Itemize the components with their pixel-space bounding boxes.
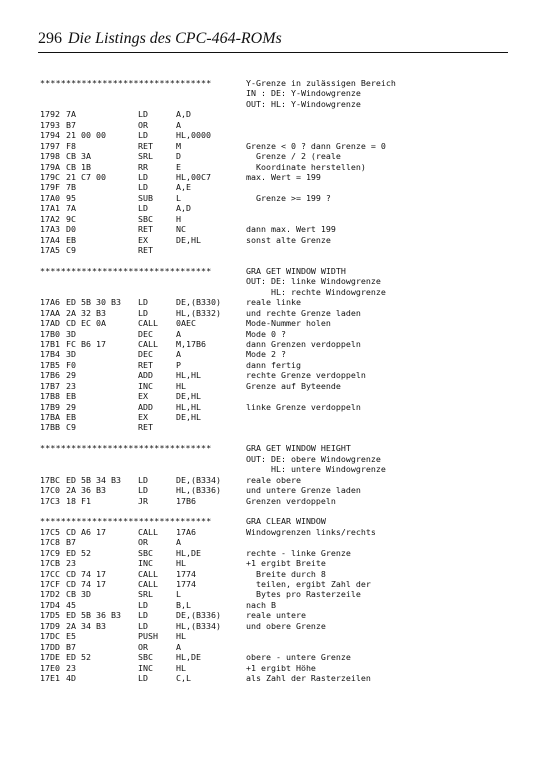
comment: obere - untere Grenze [246,652,351,663]
section-header-line [40,78,510,88]
page-number: 296 [38,30,62,47]
separator-stars: ********************************* [40,265,212,276]
comment-line [40,454,510,464]
opcode-bytes: C9 [66,245,76,255]
code-line [40,151,510,161]
address: 17A4 [40,234,60,245]
comment: Bytes pro Rasterzeile [246,589,361,600]
comment: und rechte Grenze laden [246,307,361,318]
separator-stars: ********************************* [40,516,212,527]
comment-line [40,88,510,98]
mnemonic: OR [138,119,148,130]
code-line [40,203,510,213]
opcode-bytes: 29 [66,401,76,412]
operand: H [176,213,181,224]
opcode-bytes: CB 3A [66,151,91,162]
operand: A,D [176,109,191,120]
operand: A [176,349,181,360]
code-line [40,475,510,485]
address: 1798 [40,151,60,162]
address: 17B5 [40,359,60,370]
code-line [40,600,510,610]
mnemonic: SBC [138,547,153,558]
operand: 17A6 [176,526,196,537]
code-line [40,245,510,255]
comment: rechte Grenze verdoppeln [246,370,366,381]
address: 17D5 [40,610,60,621]
comment: +1 ergibt Höhe [246,662,316,673]
comment: OUT: DE: obere Windowgrenze [246,453,381,464]
operand: HL,0000 [176,130,211,141]
address: 17A2 [40,213,60,224]
code-line [40,297,510,307]
operand: C,L [176,672,191,683]
opcode-bytes: 9C [66,213,76,224]
operand: D [176,151,181,162]
comment: reale untere [246,610,306,621]
opcode-bytes: CD 74 17 [66,579,106,589]
comment: reale obere [246,474,301,485]
address: 1793 [40,119,60,130]
comment: Mode 0 ? [246,328,286,339]
opcode-bytes: 21 C7 00 [66,171,106,182]
comment: OUT: DE: linke Windowgrenze [246,276,381,287]
mnemonic: PUSH [138,631,158,642]
address: 17E0 [40,662,60,673]
opcode-bytes: ED 5B 36 B3 [66,610,121,621]
address: 17B8 [40,391,60,402]
opcode-bytes: 23 [66,662,76,673]
code-line [40,496,510,506]
blank-line [40,433,510,443]
code-line [40,235,510,245]
code-line [40,318,510,328]
operand: HL,(B334) [176,620,221,631]
mnemonic: CALL [138,526,158,537]
opcode-bytes: 18 F1 [66,495,91,506]
comment: Mode-Nummer holen [246,318,331,329]
section-title: GRA CLEAR WINDOW [246,516,326,527]
comment: teilen, ergibt Zahl der [246,579,371,589]
operand: HL,DE [176,652,201,663]
mnemonic: CALL [138,568,158,579]
comment: Grenze / 2 (reale [246,151,341,162]
section-header-line [40,516,510,526]
code-line [40,642,510,652]
mnemonic: SRL [138,589,153,600]
opcode-bytes: F8 [66,140,76,151]
address: 179F [40,182,60,193]
blank-line [40,506,510,516]
code-line [40,391,510,401]
operand: A [176,537,181,548]
operand: HL [176,558,186,569]
comment: dann Grenzen verdoppeln [246,338,361,349]
mnemonic: LD [138,297,148,308]
mnemonic: CALL [138,338,158,349]
opcode-bytes: B7 [66,537,76,548]
address: 1794 [40,130,60,141]
comment: dann fertig [246,359,301,370]
comment-line [40,464,510,474]
comment: Grenze < 0 ? dann Grenze = 0 [246,140,386,151]
address: 17B9 [40,401,60,412]
code-line [40,370,510,380]
mnemonic: INC [138,380,153,391]
opcode-bytes: 2A 32 B3 [66,307,106,318]
comment: +1 ergibt Breite [246,558,326,569]
mnemonic: SBC [138,213,153,224]
operand: M,17B6 [176,338,206,349]
opcode-bytes: EB [66,234,76,245]
opcode-bytes: CB 3D [66,589,91,600]
opcode-bytes: 95 [66,192,76,203]
operand: DE,(B334) [176,474,221,485]
section-title: Y-Grenze in zulässigen Bereich [246,78,396,88]
comment: und untere Grenze laden [246,485,361,496]
comment: Grenzen verdoppeln [246,495,336,506]
opcode-bytes: 21 00 00 [66,130,106,141]
address: 17BC [40,474,60,485]
comment: Grenze auf Byteende [246,380,341,391]
code-line [40,109,510,119]
operand: DE,(B336) [176,610,221,621]
address: 17C3 [40,495,60,506]
opcode-bytes: B7 [66,641,76,652]
comment-line [40,287,510,297]
code-line [40,214,510,224]
header-rule [38,52,508,53]
mnemonic: EX [138,412,148,422]
mnemonic: OR [138,641,148,652]
operand: NC [176,224,186,235]
opcode-bytes: F0 [66,359,76,370]
operand: HL,00C7 [176,171,211,182]
comment: nach B [246,599,276,610]
code-line [40,485,510,495]
code-line [40,329,510,339]
operand: HL,HL [176,401,201,412]
operand: A,D [176,203,191,214]
mnemonic: LD [138,130,148,141]
operand: HL [176,380,186,391]
operand: HL,HL [176,370,201,381]
address: 17DC [40,631,60,642]
opcode-bytes: EB [66,391,76,402]
address: 179A [40,161,60,172]
comment: OUT: HL: Y-Windowgrenze [246,98,361,109]
operand: E [176,161,181,172]
address: 17AD [40,318,60,329]
opcode-bytes: 45 [66,599,76,610]
mnemonic: INC [138,662,153,673]
operand: DE,HL [176,391,201,402]
comment: als Zahl der Rasterzeilen [246,672,371,683]
mnemonic: JR [138,495,148,506]
address: 17D2 [40,589,60,600]
opcode-bytes: 23 [66,558,76,569]
address: 17DE [40,652,60,663]
comment: Mode 2 ? [246,349,286,360]
mnemonic: INC [138,558,153,569]
address: 17AA [40,307,60,318]
address: 17A0 [40,192,60,203]
address: 17C5 [40,526,60,537]
comment: reale linke [246,297,301,308]
code-line [40,381,510,391]
operand: A [176,328,181,339]
mnemonic: LD [138,182,148,193]
operand: HL [176,631,186,642]
mnemonic: LD [138,109,148,120]
mnemonic: LD [138,171,148,182]
opcode-bytes: CB 1B [66,161,91,172]
address: 17CB [40,558,60,569]
opcode-bytes: ED 5B 34 B3 [66,474,121,485]
code-line [40,193,510,203]
mnemonic: SBC [138,652,153,663]
address: 17BA [40,412,60,422]
code-line [40,141,510,151]
mnemonic: RET [138,422,153,433]
comment: dann max. Wert 199 [246,224,336,235]
opcode-bytes: E5 [66,631,76,642]
code-line [40,172,510,182]
operand: HL,(B332) [176,307,221,318]
opcode-bytes: 4D [66,672,76,683]
comment: und obere Grenze [246,620,326,631]
opcode-bytes: CD 74 17 [66,568,106,579]
code-line [40,339,510,349]
mnemonic: RET [138,245,153,255]
address: 17CF [40,579,60,589]
comment-line [40,276,510,286]
address: 17DD [40,641,60,652]
address: 17B1 [40,338,60,349]
address: 17C8 [40,537,60,548]
address: 17B4 [40,349,60,360]
code-line [40,548,510,558]
comment: linke Grenze verdoppeln [246,401,361,412]
mnemonic: RR [138,161,148,172]
mnemonic: LD [138,203,148,214]
code-line [40,224,510,234]
code-line [40,610,510,620]
mnemonic: CALL [138,318,158,329]
address: 17D4 [40,599,60,610]
section-title: GRA GET WINDOW WIDTH [246,265,346,276]
operand: L [176,192,181,203]
mnemonic: LD [138,672,148,683]
code-line [40,527,510,537]
comment: Grenze >= 199 ? [246,192,331,203]
mnemonic: LD [138,474,148,485]
code-line [40,349,510,359]
section-title: GRA GET WINDOW HEIGHT [246,443,351,454]
code-line [40,308,510,318]
code-line [40,422,510,432]
mnemonic: RET [138,224,153,235]
mnemonic: ADD [138,401,153,412]
operand: A [176,119,181,130]
code-line [40,120,510,130]
address: 17B7 [40,380,60,391]
address: 17E1 [40,672,60,683]
address: 1797 [40,140,60,151]
operand: 0AEC [176,318,196,329]
address: 17A1 [40,203,60,214]
address: 1792 [40,109,60,120]
address: 17D9 [40,620,60,631]
address: 17CC [40,568,60,579]
assembly-listing [40,78,510,683]
section-header-line [40,443,510,453]
address: 17C9 [40,547,60,558]
operand: B,L [176,599,191,610]
operand: DE,(B330) [176,297,221,308]
code-line [40,621,510,631]
operand: 1774 [176,579,196,589]
address: 179C [40,171,60,182]
code-line [40,537,510,547]
mnemonic: EX [138,391,148,402]
comment: sonst alte Grenze [246,234,331,245]
opcode-bytes: 3D [66,328,76,339]
mnemonic: LD [138,307,148,318]
opcode-bytes: D0 [66,224,76,235]
mnemonic: OR [138,537,148,548]
comment: Windowgrenzen links/rechts [246,526,376,537]
mnemonic: RET [138,140,153,151]
address: 17B0 [40,328,60,339]
mnemonic: DEC [138,328,153,339]
separator-stars: ********************************* [40,78,212,88]
code-line [40,558,510,568]
opcode-bytes: C9 [66,422,76,433]
operand: A [176,641,181,652]
mnemonic: RET [138,359,153,370]
address: 17B6 [40,370,60,381]
address: 17A5 [40,245,60,255]
mnemonic: SUB [138,192,153,203]
comment: Koordinate herstellen) [246,161,366,172]
code-line [40,663,510,673]
separator-stars: ********************************* [40,443,212,454]
comment-line [40,99,510,109]
operand: P [176,359,181,370]
opcode-bytes: ED 52 [66,652,91,663]
code-line [40,589,510,599]
opcode-bytes: 3D [66,349,76,360]
page-title: Die Listings des CPC-464-ROMs [68,30,282,47]
address: 17A3 [40,224,60,235]
operand: HL,(B336) [176,485,221,496]
mnemonic: CALL [138,579,158,589]
comment: HL: untere Windowgrenze [246,464,386,475]
opcode-bytes: CD EC 0A [66,318,106,329]
opcode-bytes: 2A 34 B3 [66,620,106,631]
opcode-bytes: 7A [66,109,76,120]
mnemonic: LD [138,610,148,621]
address: 17BB [40,422,60,433]
code-line [40,631,510,641]
comment: HL: rechte Windowgrenze [246,286,386,297]
code-line [40,673,510,683]
mnemonic: ADD [138,370,153,381]
code-line [40,412,510,422]
mnemonic: LD [138,620,148,631]
code-line [40,402,510,412]
operand: L [176,589,181,600]
address: 17C0 [40,485,60,496]
mnemonic: LD [138,485,148,496]
operand: 17B6 [176,495,196,506]
comment: max. Wert = 199 [246,171,321,182]
opcode-bytes: FC B6 17 [66,338,106,349]
comment: Breite durch 8 [246,568,326,579]
opcode-bytes: ED 52 [66,547,91,558]
comment: IN : DE: Y-Windowgrenze [246,88,361,99]
operand: HL,DE [176,547,201,558]
operand: HL [176,662,186,673]
code-line [40,162,510,172]
operand: 1774 [176,568,196,579]
opcode-bytes: EB [66,412,76,422]
opcode-bytes: ED 5B 30 B3 [66,297,121,308]
operand: DE,HL [176,234,201,245]
opcode-bytes: 23 [66,380,76,391]
comment: rechte - linke Grenze [246,547,351,558]
section-header-line [40,266,510,276]
opcode-bytes: 7B [66,182,76,193]
operand: A,E [176,182,191,193]
opcode-bytes: B7 [66,119,76,130]
page-header [38,30,508,52]
mnemonic: EX [138,234,148,245]
address: 17A6 [40,297,60,308]
code-line [40,360,510,370]
opcode-bytes: CD A6 17 [66,526,106,537]
mnemonic: DEC [138,349,153,360]
opcode-bytes: 7A [66,203,76,214]
opcode-bytes: 29 [66,370,76,381]
operand: DE,HL [176,412,201,422]
blank-line [40,255,510,265]
code-line [40,130,510,140]
mnemonic: SRL [138,151,153,162]
code-line [40,579,510,589]
opcode-bytes: 2A 36 B3 [66,485,106,496]
code-line [40,182,510,192]
operand: M [176,140,181,151]
code-line [40,652,510,662]
mnemonic: LD [138,599,148,610]
code-line [40,569,510,579]
